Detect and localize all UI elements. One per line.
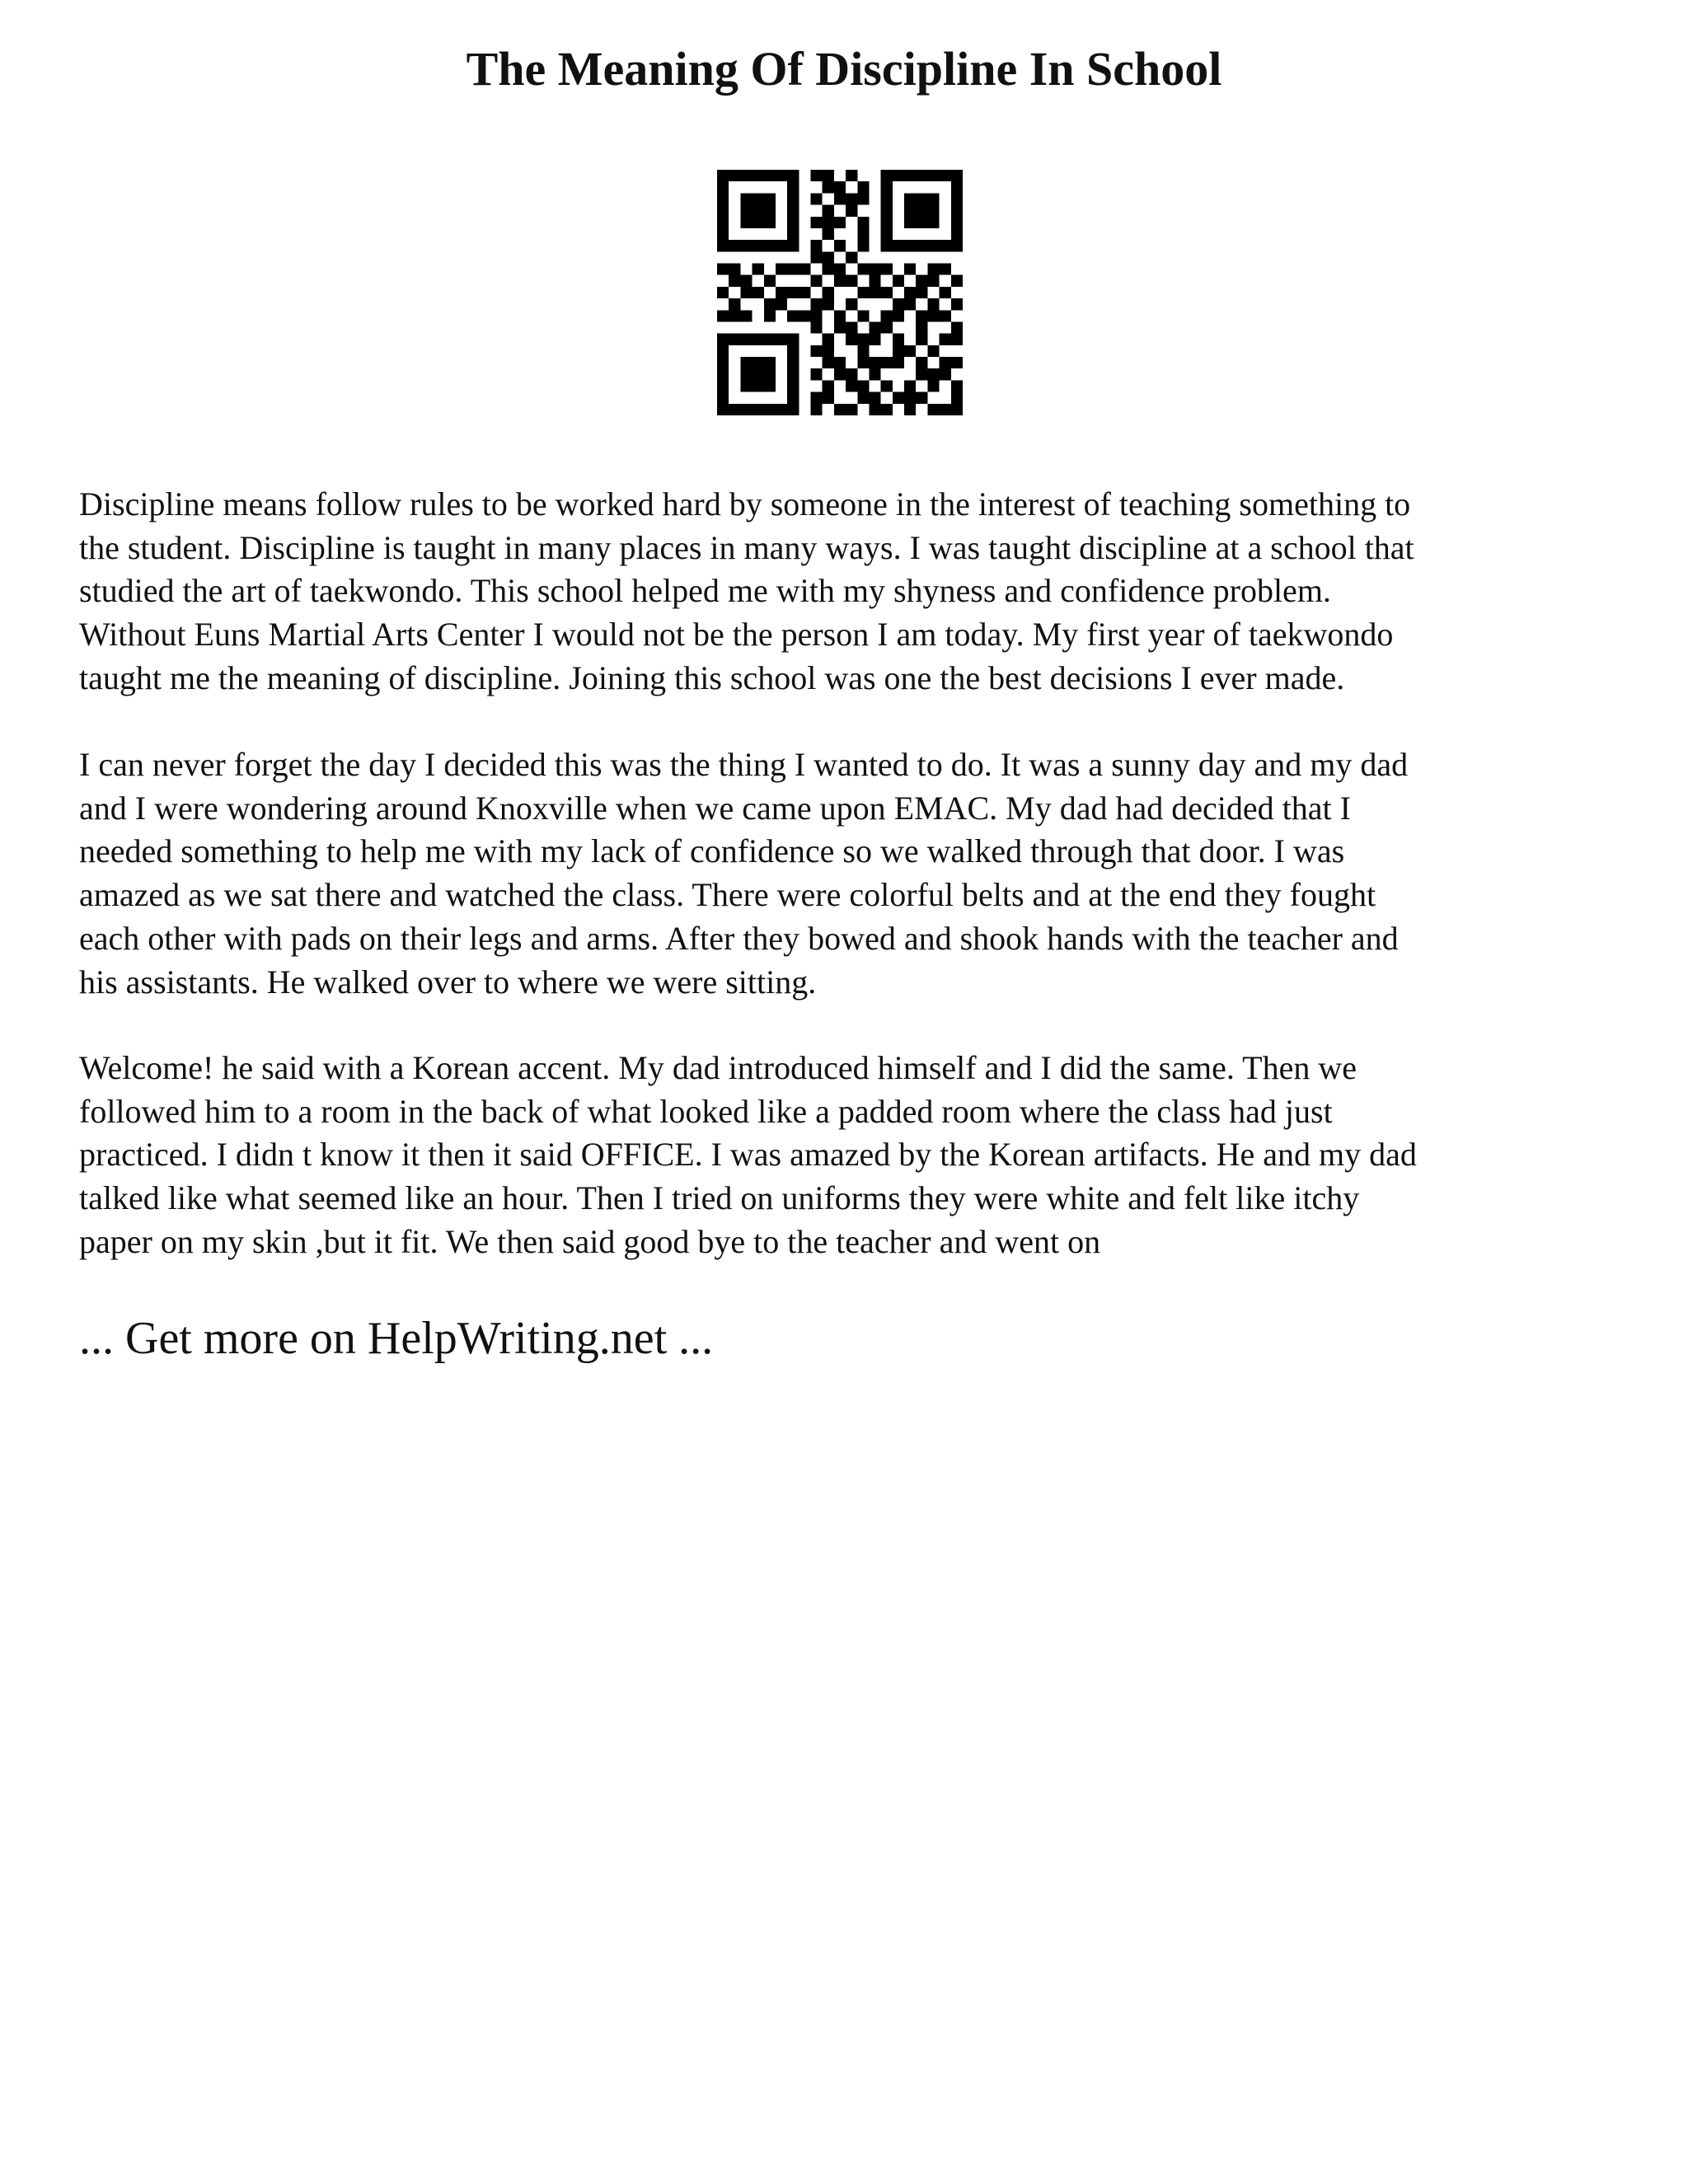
qr-module	[823, 217, 834, 228]
qr-module	[893, 240, 904, 251]
qr-module	[846, 404, 857, 415]
qr-module	[823, 205, 834, 217]
qr-module	[881, 357, 893, 368]
qr-module	[857, 392, 869, 404]
qr-module	[881, 321, 893, 333]
qr-module	[916, 240, 927, 251]
qr-module	[787, 404, 799, 415]
qr-module	[869, 404, 880, 415]
qr-module	[846, 334, 857, 345]
qr-module	[927, 217, 939, 228]
qr-module	[916, 368, 927, 380]
qr-module	[740, 334, 752, 345]
qr-module	[717, 217, 729, 228]
qr-module	[729, 310, 740, 321]
qr-module	[753, 170, 764, 181]
qr-module	[834, 275, 846, 287]
qr-module	[940, 287, 951, 298]
qr-module	[869, 275, 880, 287]
qr-module	[740, 217, 752, 228]
qr-module	[787, 240, 799, 251]
qr-module	[834, 193, 846, 204]
qr-module	[787, 368, 799, 380]
qr-module	[893, 334, 904, 345]
qr-module	[717, 334, 729, 345]
qr-module	[857, 217, 869, 228]
qr-module	[916, 275, 927, 287]
qr-module	[927, 298, 939, 310]
qr-module	[717, 228, 729, 240]
qr-module	[857, 380, 869, 391]
qr-module	[764, 170, 776, 181]
qr-module	[881, 380, 893, 391]
qr-module	[717, 345, 729, 357]
qr-module	[717, 205, 729, 217]
qr-module	[834, 240, 846, 251]
qr-module	[881, 264, 893, 275]
qr-module	[811, 392, 823, 404]
qr-module	[857, 264, 869, 275]
qr-module	[951, 217, 963, 228]
qr-module	[904, 264, 916, 275]
qr-module	[951, 228, 963, 240]
paragraph-1: Discipline means follow rules to be worked hard by someone in the interest of teaching something to the student. Discipline is taught in many places in many ways. I was taught discipline at a school that studied the art of taekwondo. This school helped me with my shyness and confidence problem. Without Euns Martial Arts Center I would not be the person I am today. My first year of taekwondo taught me the meaning of discipline. Joining this school was one the best decisions I ever made.	[79, 485, 1414, 696]
qr-module	[927, 240, 939, 251]
qr-module	[940, 264, 951, 275]
qr-module	[869, 287, 880, 298]
qr-module	[729, 240, 740, 251]
qr-module	[927, 275, 939, 287]
qr-module	[893, 357, 904, 368]
document-title: The Meaning Of Discipline In School	[466, 42, 1222, 96]
qr-module	[823, 228, 834, 240]
qr-code	[717, 170, 963, 415]
qr-module	[881, 228, 893, 240]
qr-module	[916, 217, 927, 228]
qr-module	[927, 193, 939, 204]
qr-module	[753, 404, 764, 415]
qr-module	[717, 380, 729, 391]
qr-module	[927, 368, 939, 380]
qr-module	[811, 251, 823, 263]
qr-module	[717, 181, 729, 193]
qr-module	[857, 181, 869, 193]
qr-module	[904, 380, 916, 391]
qr-module	[846, 205, 857, 217]
qr-module	[881, 310, 893, 321]
qr-module	[846, 275, 857, 287]
qr-module	[787, 217, 799, 228]
qr-module	[776, 298, 787, 310]
qr-module	[729, 275, 740, 287]
qr-module	[823, 287, 834, 298]
qr-module	[764, 205, 776, 217]
qr-module	[740, 170, 752, 181]
qr-module	[799, 264, 810, 275]
qr-module	[823, 181, 834, 193]
qr-module	[729, 334, 740, 345]
qr-module	[764, 193, 776, 204]
qr-module	[916, 205, 927, 217]
qr-module	[881, 287, 893, 298]
qr-module	[857, 310, 869, 321]
qr-module	[893, 310, 904, 321]
qr-module	[787, 345, 799, 357]
qr-module	[787, 392, 799, 404]
qr-module	[776, 240, 787, 251]
qr-module	[740, 240, 752, 251]
qr-module	[857, 357, 869, 368]
qr-module	[846, 380, 857, 391]
qr-module	[834, 357, 846, 368]
paragraph-2: I can never forget the day I decided this was the thing I wanted to do. It was a sunny day and my dad and I were wondering around Knoxville when we came upon EMAC. My dad had decided that I needed something to help me with my lack of confidence so we walked through that door. I was amazed as we sat there and watched the class. There were colorful belts and at the end they fought each other with pads on their legs and arms. After they bowed and shook hands with the teacher and his assistants. He walked over to where we were sitting.	[79, 746, 1409, 1001]
qr-module	[740, 357, 752, 368]
qr-module	[753, 357, 764, 368]
qr-module	[764, 357, 776, 368]
qr-module	[764, 275, 776, 287]
qr-module	[776, 404, 787, 415]
qr-module	[717, 357, 729, 368]
qr-module	[811, 298, 823, 310]
qr-module	[764, 298, 776, 310]
qr-module	[846, 368, 857, 380]
qr-module	[717, 404, 729, 415]
qr-module	[823, 392, 834, 404]
qr-module	[787, 380, 799, 391]
qr-module	[764, 380, 776, 391]
qr-module	[869, 321, 880, 333]
qr-module	[811, 345, 823, 357]
qr-module	[799, 310, 810, 321]
qr-module	[717, 310, 729, 321]
qr-module	[717, 193, 729, 204]
qr-module	[823, 264, 834, 275]
qr-module	[776, 170, 787, 181]
qr-module	[904, 298, 916, 310]
qr-module	[740, 404, 752, 415]
get-more-link[interactable]: ... Get more on HelpWriting.net ...	[79, 1313, 714, 1364]
qr-module	[916, 310, 927, 321]
qr-module	[927, 170, 939, 181]
qr-module	[753, 264, 764, 275]
qr-module	[717, 240, 729, 251]
qr-module	[740, 368, 752, 380]
qr-module	[904, 404, 916, 415]
qr-module	[951, 205, 963, 217]
qr-module	[904, 287, 916, 298]
qr-module	[717, 392, 729, 404]
qr-module	[823, 334, 834, 345]
qr-module	[904, 193, 916, 204]
qr-module	[916, 357, 927, 368]
qr-module	[764, 240, 776, 251]
qr-module	[834, 404, 846, 415]
qr-module	[787, 205, 799, 217]
qr-module	[834, 181, 846, 193]
paragraph-3: Welcome! he said with a Korean accent. My dad introduced himself and I did the same. Then we followed him to a room in the back of what looked like a padded room where the class had just practiced. I didn t know it then it said OFFICE. I was amazed by the Korean artifacts. He and my dad talked like what seemed like an hour. Then I tried on uniforms they were white and felt like itchy paper on my skin ,but it fit. We then said good bye to the teacher and went on	[79, 1049, 1417, 1260]
qr-module	[729, 404, 740, 415]
qr-module	[717, 287, 729, 298]
qr-module	[823, 345, 834, 357]
qr-module	[881, 205, 893, 217]
qr-module	[904, 205, 916, 217]
qr-module	[776, 264, 787, 275]
qr-module	[823, 357, 834, 368]
qr-module	[893, 170, 904, 181]
qr-module	[740, 205, 752, 217]
qr-module	[753, 240, 764, 251]
qr-module	[764, 368, 776, 380]
qr-module	[753, 334, 764, 345]
qr-module	[881, 240, 893, 251]
qr-module	[823, 170, 834, 181]
qr-module	[904, 392, 916, 404]
qr-module	[811, 310, 823, 321]
qr-module	[951, 357, 963, 368]
qr-module	[869, 264, 880, 275]
qr-module	[869, 334, 880, 345]
qr-module	[753, 287, 764, 298]
qr-module	[846, 193, 857, 204]
qr-module	[893, 275, 904, 287]
qr-module	[834, 368, 846, 380]
qr-module	[869, 368, 880, 380]
qr-module	[916, 193, 927, 204]
qr-module	[904, 170, 916, 181]
qr-module	[740, 275, 752, 287]
qr-module	[916, 287, 927, 298]
qr-module	[940, 368, 951, 380]
qr-module	[787, 170, 799, 181]
qr-code-icon	[717, 170, 963, 415]
qr-module	[740, 380, 752, 391]
qr-module	[916, 392, 927, 404]
qr-module	[940, 170, 951, 181]
qr-module	[951, 380, 963, 391]
qr-module	[857, 193, 869, 204]
qr-module	[904, 345, 916, 357]
qr-module	[951, 321, 963, 333]
qr-module	[951, 170, 963, 181]
qr-module	[893, 345, 904, 357]
qr-module	[846, 170, 857, 181]
qr-module	[951, 392, 963, 404]
qr-module	[717, 264, 729, 275]
qr-module	[916, 170, 927, 181]
qr-module	[753, 380, 764, 391]
qr-module	[951, 193, 963, 204]
qr-module	[811, 404, 823, 415]
qr-module	[857, 240, 869, 251]
qr-module	[951, 181, 963, 193]
qr-module	[787, 264, 799, 275]
qr-module	[940, 357, 951, 368]
qr-module	[846, 251, 857, 263]
qr-module	[951, 240, 963, 251]
qr-module	[857, 334, 869, 345]
qr-module	[753, 217, 764, 228]
qr-module	[787, 334, 799, 345]
qr-module	[764, 310, 776, 321]
qr-module	[881, 404, 893, 415]
qr-module	[764, 334, 776, 345]
qr-module	[811, 368, 823, 380]
qr-module	[834, 264, 846, 275]
qr-module	[740, 193, 752, 204]
qr-module	[823, 298, 834, 310]
qr-module	[753, 368, 764, 380]
qr-module	[729, 170, 740, 181]
qr-module	[834, 217, 846, 228]
qr-module	[857, 228, 869, 240]
qr-module	[834, 321, 846, 333]
qr-module	[717, 368, 729, 380]
qr-module	[811, 275, 823, 287]
qr-module	[753, 193, 764, 204]
qr-module	[811, 217, 823, 228]
qr-module	[940, 240, 951, 251]
qr-module	[927, 380, 939, 391]
qr-module	[729, 298, 740, 310]
qr-module	[787, 310, 799, 321]
qr-module	[927, 310, 939, 321]
qr-module	[940, 404, 951, 415]
qr-module	[869, 357, 880, 368]
qr-module	[881, 217, 893, 228]
qr-module	[823, 380, 834, 391]
qr-module	[811, 240, 823, 251]
qr-module	[764, 217, 776, 228]
qr-module	[869, 392, 880, 404]
qr-module	[857, 287, 869, 298]
qr-module	[857, 345, 869, 357]
qr-module	[787, 181, 799, 193]
qr-module	[916, 321, 927, 333]
qr-module	[881, 181, 893, 193]
qr-module	[881, 193, 893, 204]
qr-module	[776, 334, 787, 345]
qr-module	[787, 287, 799, 298]
qr-module	[940, 334, 951, 345]
qr-module	[846, 321, 857, 333]
qr-module	[787, 228, 799, 240]
qr-module	[740, 287, 752, 298]
qr-module	[764, 404, 776, 415]
qr-module	[893, 298, 904, 310]
qr-module	[753, 205, 764, 217]
qr-module	[893, 392, 904, 404]
qr-module	[927, 264, 939, 275]
qr-module	[927, 404, 939, 415]
qr-module	[951, 298, 963, 310]
qr-module	[904, 217, 916, 228]
qr-module	[881, 170, 893, 181]
qr-module	[787, 357, 799, 368]
qr-module	[834, 310, 846, 321]
qr-module	[940, 310, 951, 321]
qr-module	[951, 404, 963, 415]
qr-module	[811, 321, 823, 333]
qr-module	[951, 334, 963, 345]
qr-module	[776, 287, 787, 298]
qr-module	[811, 193, 823, 204]
qr-module	[799, 287, 810, 298]
qr-module	[811, 170, 823, 181]
qr-module	[916, 334, 927, 345]
qr-module	[787, 193, 799, 204]
qr-module	[846, 298, 857, 310]
qr-module	[740, 310, 752, 321]
qr-module	[927, 345, 939, 357]
qr-module	[729, 264, 740, 275]
qr-module	[927, 205, 939, 217]
qr-module	[951, 275, 963, 287]
qr-module	[904, 240, 916, 251]
qr-module	[823, 251, 834, 263]
qr-module	[717, 170, 729, 181]
